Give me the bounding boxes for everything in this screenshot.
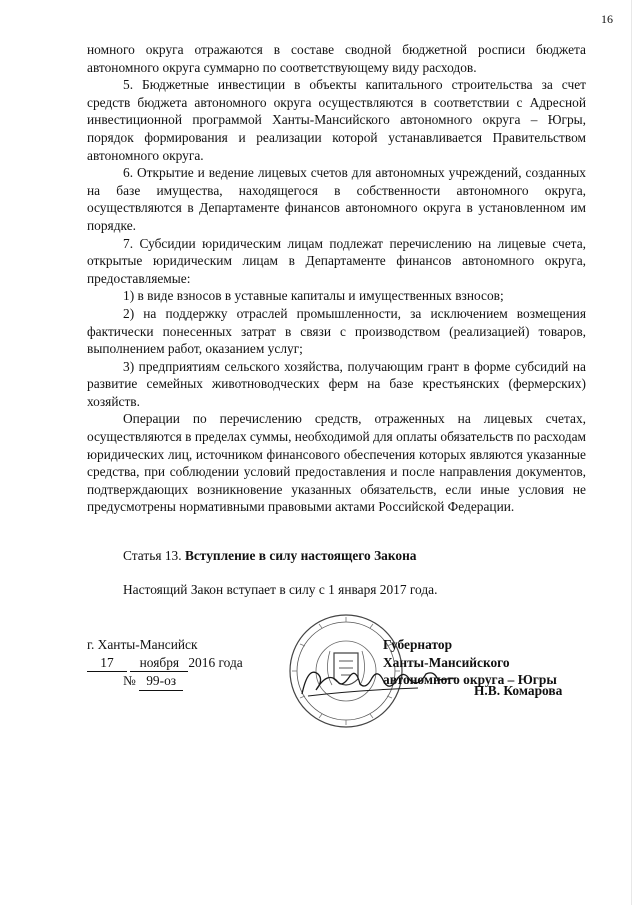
date-line [87, 654, 243, 673]
article-label: Статья 13. [123, 548, 182, 563]
subitem-2: 2) на поддержку отраслей промышленности, за исключением возмещения фактически понесенных затрат в связи с производством (реализацией) товаров, выполнением работ, оказанием услуг; [87, 305, 586, 357]
signatory-line-3: автономного округа – Югры [383, 672, 557, 687]
signatory-title [383, 636, 557, 689]
subitem-3: 3) предприятиям сельского хозяйства, получающим грант в форме субсидий на развитие семейных животноводческих ферм на базе крестьянских (фермерских) хозяйств. [87, 358, 586, 409]
page-number: 16 [601, 12, 613, 26]
law-number-line [87, 672, 243, 691]
paragraph-7: 7. Субсидии юридическим лицам подлежат перечислению на лицевые счета, открытые юридическим лицам в Департаменте финансов автономного округа, предоставляемые: [87, 235, 586, 286]
number-label: № [123, 673, 136, 688]
date-month: ноября [130, 654, 188, 673]
effective-date-text: Настоящий Закон вступает в силу с 1 января 2017 года. [123, 582, 438, 597]
signatory-name: Н.В. Комарова [474, 683, 563, 698]
paragraph-6: 6. Открытие и ведение лицевых счетов для автономных учреждений, созданных на базе имущества, находящегося в собственности автономного округа, осуществляются в Департаменте финансов автономного округа в установленном им порядке. [87, 165, 586, 233]
article-title: Вступление в силу настоящего Закона [184, 548, 417, 563]
paragraph-5: 5. Бюджетные инвестиции в объекты капитального строительства за счет средств бюджета автономного округа осуществляются в соответствии с Адресной инвестиционной программой Ханты-Мансийского автономного округа – Югры, порядок формирования и реализации которой устанавливается Правительством автономного округа. [87, 77, 586, 163]
subitem-1: 1) в виде взносов в уставные капиталы и имущественных взносов; [123, 288, 504, 304]
law-number: 99-оз [139, 672, 183, 691]
scan-edge-line [631, 0, 632, 905]
signatory-line-2: Ханты-Мансийского [383, 654, 510, 670]
city: г. Ханты-Мансийск [87, 637, 198, 652]
date-year: 2016 года [188, 654, 243, 670]
operations-paragraph: Операции по перечислению средств, отраженных на лицевых счетах, осуществляются в пределах суммы, необходимой для оплаты обязательств по расходам юридических лиц, источником финансового обеспечения которых являются указанные средства, при соблюдении условий предоставления и после направления документов, подтверждающих возникновение указанных обязательств, если иные условия не предусмотрены нормативными правовыми актами Российской Федерации. [87, 411, 587, 515]
date-day: 17 [87, 654, 127, 673]
paragraph-continuation: номного округа отражаются в составе сводной бюджетной росписи бюджета автономного округа суммарно по соответствующему виду расходов. [87, 42, 586, 75]
place-and-date [87, 636, 243, 691]
document-body [87, 41, 586, 516]
article-heading [123, 548, 583, 564]
signatory-line-1: Губернатор [383, 637, 453, 652]
